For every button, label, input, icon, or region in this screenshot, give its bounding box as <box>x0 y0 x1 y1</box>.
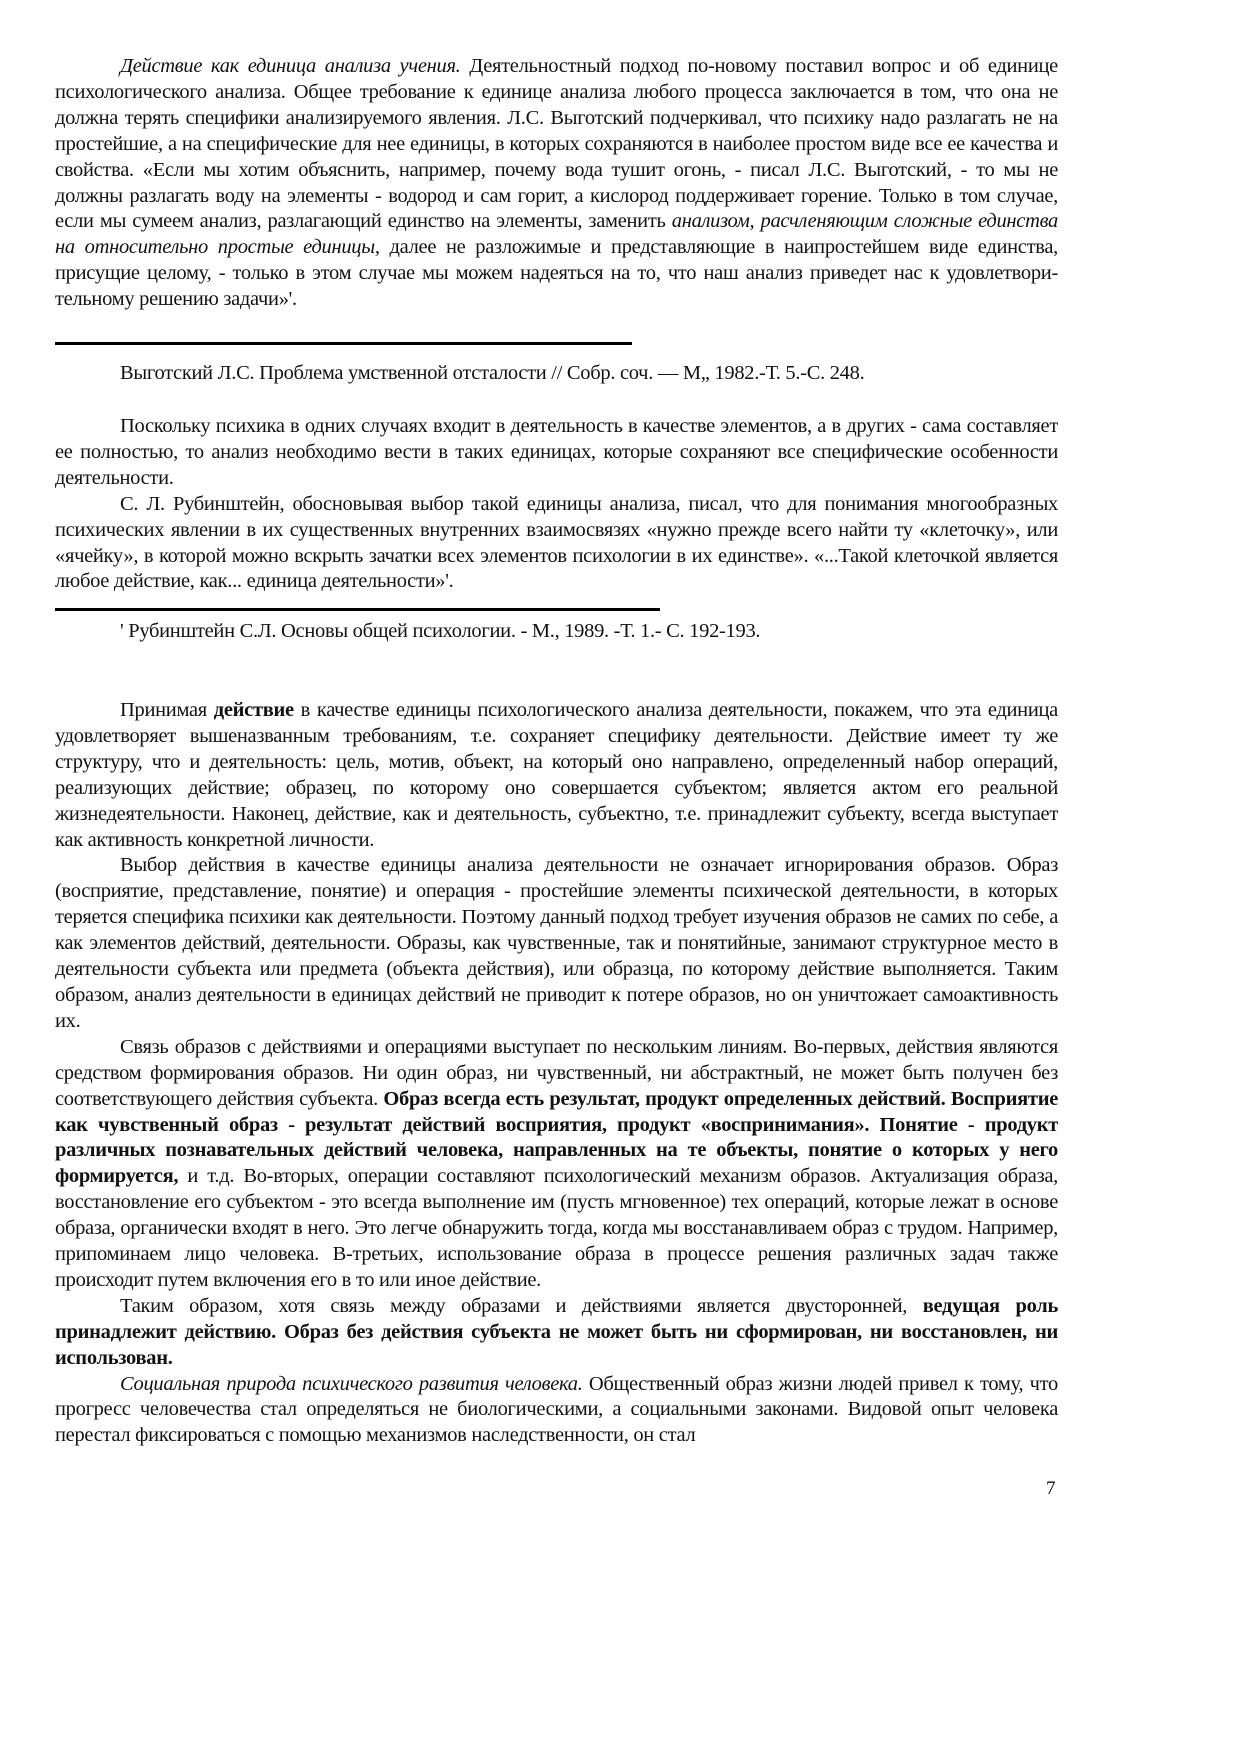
paragraph <box>55 54 1058 313</box>
text: в качестве единицы психологического анализа деятельности, покажем, что эта единица удовлетворяет вышеназванным требованиям, т.е. сохраняет специфику деятельности. Действие имеет ту же структуру, что и деятельность: цель, мотив, объект, на который оно направлено, определенный набор операций, реализующих действие; образец, по которому оно совершается субъектом; является актом его реальной жизнедеятельности. Наконец, действие, как и деятельность, субъектно, т.е. принадлежит субъекту, всегда выступает как активность конкретной личности. <box>55 699 1058 851</box>
bold-emphasis: ведущая роль принадлежит действию. Образ без действия субъекта не может быть ни сформирован, ни восстановлен, ни использован. <box>55 1294 1058 1369</box>
bold-emphasis: Образ всегда есть результат, продукт определенных действий. Восприятие как чувственный образ - результат действий восприятия, продукт «воспринимания». Понятие - продукт различных познавательных действий человека, направленных на те объекты, понятие о которых у него формируется, <box>55 1087 1058 1188</box>
footnote-1: Выготский Л.С. Проблема умственной отсталости // Собр. соч. — М„ 1982.-Т. 5.-С. 248. <box>120 362 865 384</box>
text-block-2 <box>55 414 1058 595</box>
paragraph <box>55 1294 1058 1372</box>
text: Таким образом, хотя связь между образами и действиями является двусторонней, <box>120 1294 923 1317</box>
paragraph: С. Л. Рубинштейн, обосновывая выбор такой единицы анализа, писал, что для понимания многообразных психических явлении в их существенных внутренних взаимосвязях «нужно прежде всего найти ту «клеточку», или «ячейку», в которой можно вскрыть зачатки всех элементов психологии в их единстве». «...Такой клеточкой является любое действие, как... единица деятельности»'. <box>55 492 1058 593</box>
paragraph: Выбор действия в качестве единицы анализа деятельности не означает игнорирования образов. Образ (восприятие, представление, понятие) и операция - простейшие элементы психической деятельности, в которых теряется специфика психики как деятельности. Поэтому данный подход требует изучения образов не самих по себе, а как элементов действий, деятельности. Образы, как чувственные, так и понятийные, занимают структурное место в деятельности субъекта или предмета (объекта действия), или образца, по которому действие выполняется. Таким образом, анализ деятельности в единицах действий не приводит к потере образов, но он уничтожает самоактивность их. <box>55 854 1058 1032</box>
section-heading-italic: Действие как единица анализа учения. <box>120 55 461 77</box>
footnote-2: ' Рубинштейн С.Л. Основы общей психологии. - М., 1989. -Т. 1.- С. 192-193. <box>120 620 761 642</box>
paragraph <box>55 698 1058 853</box>
page-number: 7 <box>1046 1478 1056 1499</box>
italic-emphasis: анализом, расчленяющим сложные единства на относительно простые единицы, <box>55 210 1058 259</box>
section-heading-italic: Социальная природа психического развития человека. <box>120 1372 583 1395</box>
text: Принимая <box>120 699 214 721</box>
text: Деятельностный подход по-новому поставил вопрос и об единице психологического анализа. Общее требование к единице анализа любого процесса заключается в том, что она не должна терять специфики анализируемого явления. Л.С. Выготский подчеркивал, что психику надо разлагать не на простейшие, а на специфические для нее единицы, в которых сохраняются в наиболее простом виде все ее качества и свойства. «Если мы хотим объяснить, например, почему вода тушит огонь, - писал Л.С. Выготский, - то мы не должны разлагать воду на элементы - водород и сам горит, а кислород поддерживает горение. Только в том случае, если мы сумеем анализ, разлагающий единство на элементы, заменить <box>55 55 1058 233</box>
paragraph: Поскольку психика в одних случаях входит в деятельность в качестве элементов, а в других - сама составляет ее полностью, то анализ необходимо вести в таких единицах, которые сохраняют все специфические особенности деятельности. <box>55 415 1058 489</box>
bold-term: действие <box>213 699 294 721</box>
footnote-divider <box>55 608 660 611</box>
paragraph <box>55 1372 1058 1450</box>
text-block-3 <box>55 698 1058 1449</box>
paragraph <box>55 1035 1058 1294</box>
text: далее не разложимые и представляющие в наипростейшем виде единства, присущие целому, - только в этом случае мы можем надеяться на то, что наш анализ приведет нас к удовлетвори-тельному решению задачи»'. <box>55 236 1058 311</box>
text: Связь образов с действиями и операциями выступает по нескольким линиям. Во-первых, действия являются средством формирования образов. Ни один образ, ни чувственный, ни абстрактный, не может быть получен без соответствующего действия субъекта. <box>55 1035 1058 1110</box>
text-block-1 <box>55 54 1058 313</box>
text: и т.д. Во-вторых, операции составляют психологический механизм образов. Актуализация образа, восстановление его субъектом - это всегда выполнение им (пусть мгновенное) тех операций, которые лежат в основе образа, органически входят в него. Это легче обнаружить тогда, когда мы восстанавливаем образ с трудом. Например, припоминаем лицо человека. В-третьих, использование образа в процессе решения различных задач также происходит путем включения его в то или иное действие. <box>55 1165 1058 1291</box>
text: Общественный образ жизни людей привел к тому, что прогресс человечества стал определяться не биологическими, а социальными законами. Видовой опыт человека перестал фиксироваться с помощью механизмов наследственности, он стал <box>55 1372 1058 1447</box>
footnote-divider <box>55 342 632 345</box>
